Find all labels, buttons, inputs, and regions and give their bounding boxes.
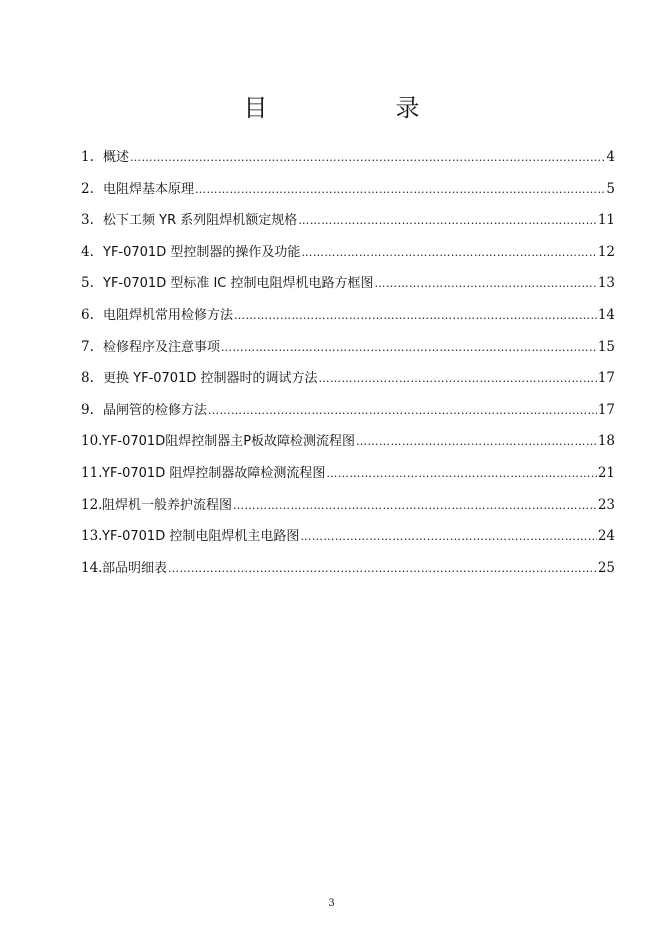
toc-entry-title: 更换 YF-0701D 控制器时的调试方法 <box>103 371 318 387</box>
dot-leader <box>208 404 597 417</box>
toc-entry[interactable] <box>81 462 615 494</box>
dot-leader <box>168 562 597 575</box>
toc-entry[interactable] <box>81 209 615 241</box>
toc-entry-page: 4 <box>606 149 615 165</box>
dot-leader <box>356 435 597 448</box>
toc-entry-title: YF-0701D阻焊控制器主P板故障检测流程图 <box>102 434 356 450</box>
toc-entry[interactable] <box>81 336 615 368</box>
page-title: 目 录 <box>243 94 472 122</box>
toc-entry-title: 阻焊机一般养护流程图 <box>102 497 233 513</box>
toc-entry[interactable] <box>81 557 615 589</box>
toc-entry[interactable] <box>81 272 615 304</box>
toc-entry-page: 25 <box>597 559 615 576</box>
toc-entry-number: 11. <box>81 464 103 481</box>
toc-entry[interactable] <box>81 525 615 557</box>
toc-entry-title: 部品明细表 <box>102 560 168 576</box>
toc-entry-page: 15 <box>597 338 615 355</box>
toc-entry-page: 24 <box>597 528 615 545</box>
toc-entry-page: 23 <box>597 496 615 513</box>
toc-entry-number: 14. <box>81 559 103 576</box>
toc-entry-number: 10. <box>81 433 103 450</box>
toc-entry-number: 6. <box>81 306 94 323</box>
toc-entry-title: YF-0701D 阻焊控制器故障检测流程图 <box>102 465 326 481</box>
dot-leader <box>233 499 597 512</box>
toc-entry[interactable] <box>81 146 615 178</box>
toc-entry-number: 2. <box>81 180 94 197</box>
dot-leader <box>301 246 596 259</box>
dot-leader <box>375 277 597 290</box>
toc-entry-number: 4. <box>81 243 94 260</box>
toc-entry-title: YF-0701D 控制电阻焊机主电路图 <box>102 529 300 545</box>
dot-leader <box>300 530 596 543</box>
toc-entry[interactable] <box>81 304 615 336</box>
toc-entry-number: 8. <box>81 370 94 387</box>
toc-entry-title: 概述 <box>103 150 130 165</box>
dot-leader <box>130 151 605 164</box>
dot-leader <box>318 372 596 385</box>
toc-entry-page: 12 <box>597 243 615 260</box>
table-of-contents <box>81 146 615 588</box>
toc-entry[interactable] <box>81 399 615 431</box>
toc-entry-page: 21 <box>597 464 615 481</box>
dot-leader <box>298 214 597 227</box>
toc-entry-page: 18 <box>597 433 615 450</box>
toc-entry-page: 17 <box>597 370 615 387</box>
toc-entry-page: 11 <box>597 212 615 229</box>
toc-entry-title: 电阻焊基本原理 <box>103 181 195 197</box>
toc-entry[interactable] <box>81 241 615 273</box>
toc-entry[interactable] <box>81 367 615 399</box>
toc-entry-number: 9. <box>81 401 94 418</box>
dot-leader <box>234 309 597 322</box>
toc-entry-page: 14 <box>597 306 615 323</box>
toc-entry-title: 电阻焊机常用检修方法 <box>103 307 234 323</box>
toc-entry[interactable] <box>81 178 615 210</box>
toc-entry-number: 13. <box>81 528 103 545</box>
toc-entry-page: 13 <box>597 275 615 292</box>
toc-entry-title: 晶闸管的检修方法 <box>103 402 208 418</box>
toc-entry-title: 松下工频 YR 系列阻焊机额定规格 <box>103 213 298 229</box>
toc-entry-number: 12. <box>81 496 103 513</box>
toc-entry-title: 检修程序及注意事项 <box>103 339 221 355</box>
toc-entry-number: 7. <box>81 338 94 355</box>
dot-leader <box>326 467 596 480</box>
toc-entry-number: 5. <box>81 275 94 292</box>
toc-entry[interactable] <box>81 494 615 526</box>
toc-entry-title: YF-0701D 型控制器的操作及功能 <box>103 244 301 260</box>
dot-leader <box>195 183 605 196</box>
page-number: 3 <box>328 898 335 909</box>
toc-entry-page: 5 <box>606 180 615 197</box>
toc-entry-page: 17 <box>597 401 615 418</box>
toc-entry[interactable] <box>81 430 615 462</box>
dot-leader <box>221 341 597 354</box>
toc-entry-number: 1. <box>81 149 94 165</box>
toc-entry-number: 3. <box>81 212 94 229</box>
toc-entry-title: YF-0701D 型标准 IC 控制电阻焊机电路方框图 <box>103 276 374 292</box>
